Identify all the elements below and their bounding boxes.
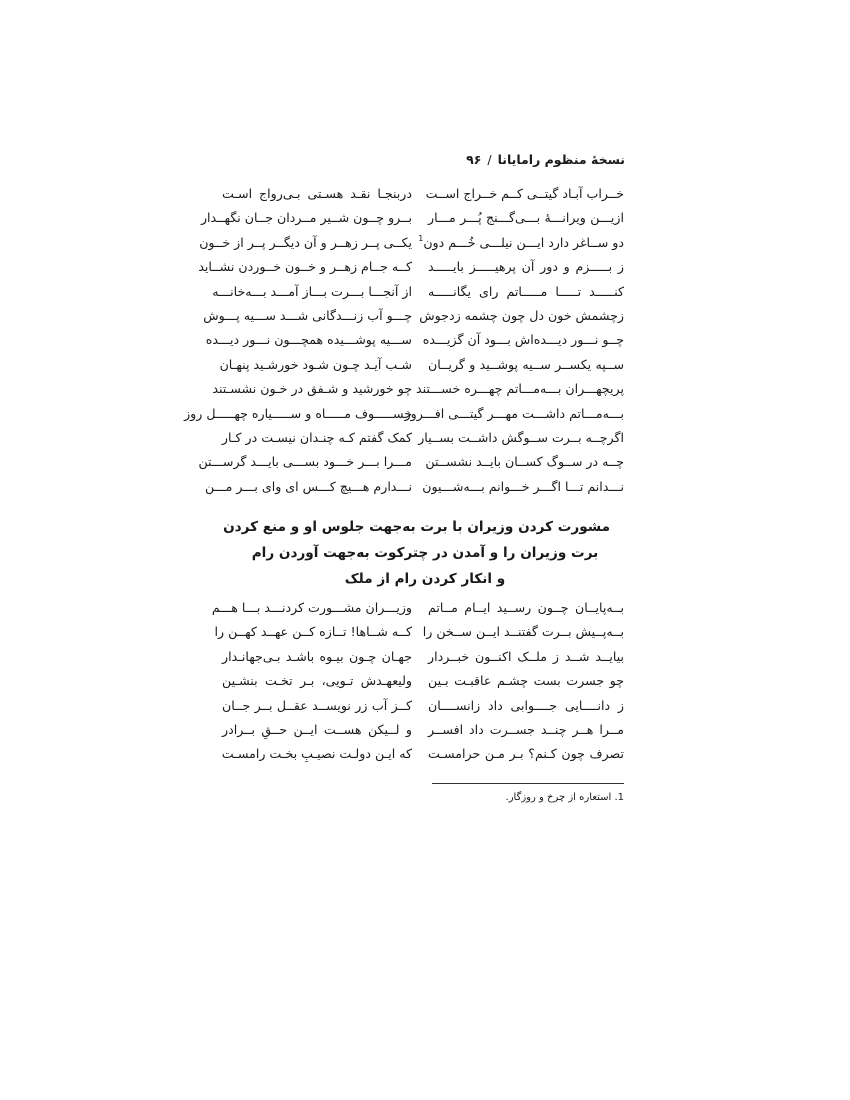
book-title: نسخهٔ منظوم رامایانا: [497, 152, 625, 167]
verse-line: که ایـن دولـت نصیـبِ بخـت رامسـت: [221, 746, 412, 762]
footnote-text: استعاره از چرخ و روزگار.: [505, 792, 612, 803]
verse-line: چو جسرت بست چشـم عاقبـت بـین: [428, 673, 624, 689]
verse-line: یکــی پــر زهــر و آن دیگــر پــر از خــون: [199, 234, 412, 250]
verse-line: بــرو چــون شــیر مــردان جــان نگهــدار: [200, 210, 412, 226]
footnote-marker: 1: [418, 233, 424, 243]
verse-line: ز دانــــایی جــــوابی داد زانســــان: [428, 697, 624, 713]
verse-line: وزیـــران مشـــورت کردنـــد بـــا هـــم: [211, 600, 412, 615]
footnote-number: 1.: [614, 792, 624, 803]
verse-line: ولیعهـدش تـویی، بـر تخـت بنشـین: [222, 673, 412, 689]
verse-line: چو خورشید و شـفق در خـون نشسـتند: [212, 381, 412, 397]
verse-line: مــرا هــر چنــد جســرت داد افســر: [428, 721, 624, 737]
verse-line: ز بـــــزم و دور آن پرهیـــــز بایـــــد: [428, 259, 624, 275]
verse-line-with-footnote: [418, 231, 624, 255]
verse-line: کــه شــاها! تــازه کــن عهــد کهــن را: [214, 624, 412, 640]
running-header: [430, 152, 625, 172]
poem-top-right-column: [404, 182, 624, 499]
verse-line: بیایــد شــد ز ملــک اکنــون خبــردار: [428, 648, 624, 664]
verse-line: چــه در ســوگ کســان بایــد نشســتن: [425, 454, 624, 470]
verse-line: چـــو آب زنـــدگانی شـــد ســـیه پـــوش: [203, 307, 412, 323]
poem-top-left-column: [184, 182, 412, 499]
verse-line: از آنجـــا بـــرت بـــاز آمـــد بـــه‌خانـــه: [212, 283, 412, 299]
verse-line: کمک گفتم کـه چنـدان نیسـت در کـار: [221, 429, 412, 445]
poem-bottom-right-column: [422, 596, 624, 767]
verse-line: کــز آب زر نویســد عقــل بــر جــان: [222, 697, 412, 713]
verse-line: شـب آیـد چـون شـود خورشـید پنهـان: [219, 356, 412, 372]
verse-line: خــراب آبـاد گیتــی کــم خــراج اســت: [425, 186, 624, 201]
heading-line: مشورت کردن وزیران با برت به‌جهت جلوس او و منع کردن: [223, 519, 610, 535]
section-heading: [223, 514, 610, 592]
page-number: ۹۶: [466, 152, 482, 167]
verse-line: بــه‌پایــان چــون رســید ایــام مــاتم: [428, 600, 624, 615]
verse-line: مـــرا بـــر خـــود بســـی بایـــد گرســـتن: [198, 454, 412, 470]
verse-line: خســـــوف مـــــاه و ســـــیاره چهـــــل روز: [184, 405, 412, 421]
verse-text: دو ســاغر دارد ایـــن نیلـــی خُـــم دون: [423, 234, 624, 250]
verse-line: و لــیکن هســت ایــن حــقِ بــرادر: [222, 721, 412, 737]
verse-line: نـــدانم تـــا اگـــر خـــوانم بـــه‌شـــیون: [422, 478, 624, 494]
verse-line: زچشمش خون دل چون چشمه زدجوش: [419, 307, 624, 323]
verse-line: جهـان چـون بیـوه باشـد بـی‌جهانـدار: [222, 648, 412, 664]
heading-line: و انکار کردن رام از ملک: [344, 571, 506, 587]
verse-line: پریچهـــران بـــه‌مـــاتم چهـــره خســـتند: [415, 381, 624, 397]
verse-line: چــو نـــور دیـــده‌اش بـــود آن گزیـــده: [422, 332, 624, 348]
verse-line: کنـــــد تـــــا مـــــاتم رای یگانـــــه: [428, 283, 624, 299]
verse-line: بـــه‌مـــاتم داشـــت مهـــر گیتـــی افـــروز: [404, 405, 624, 421]
verse-line: ســپه یکســر ســیه پوشــید و گریــان: [428, 356, 624, 372]
verse-line: دربنجـا نقـد هسـتی بـی‌رواج اسـت: [222, 186, 412, 201]
footnote-divider: [432, 783, 624, 784]
verse-line: اگرچــه بــرت ســوگش داشــت بســیار: [418, 429, 624, 445]
header-separator: /: [487, 152, 492, 167]
verse-line: ســـیه پوشـــیده همچـــون نـــور دیـــده: [205, 332, 412, 348]
heading-line: برت وزیران را و آمدن در چترکوت به‌جهت آوردن رام: [251, 545, 599, 561]
footnote: [400, 792, 624, 803]
verse-line: کــه جــام زهــر و خــون خــوردن نشــاید: [198, 259, 412, 275]
verse-line: بــه‌پــیش بــرت گفتنــد ایــن ســخن را: [422, 624, 624, 640]
verse-line: نـــدارم هـــیچ کـــس ای وای بـــر مـــن: [204, 478, 412, 494]
verse-line: تصرف چون کـنم؟ بـر مـن حرامسـت: [428, 746, 624, 762]
poem-bottom-left-column: [211, 596, 412, 767]
verse-line: ازیـــن ویرانـــهٔ بـــی‌گـــنج پُـــر مـــار: [428, 210, 624, 226]
